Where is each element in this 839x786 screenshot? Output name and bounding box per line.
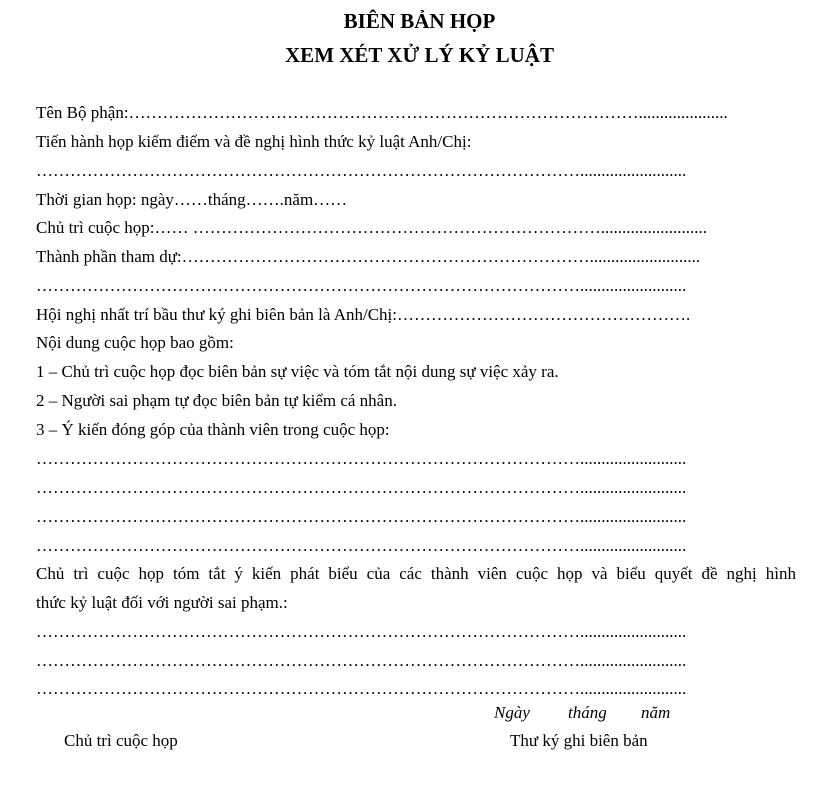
document-title: BIÊN BẢN HỌP xyxy=(343,9,496,33)
agenda-item-1: 1 – Chủ trì cuộc họp đọc biên bản sự việc và tóm tắt nội dung sự việc xảy ra. xyxy=(36,362,559,381)
dotted-line: ……………………………………………………………………………………......................... xyxy=(36,507,687,526)
department-line: Tên Bộ phận:………………………………………………………………………………..................... xyxy=(36,103,728,122)
agenda-item-3: 3 – Ý kiến đóng góp của thành viên trong cuộc họp: xyxy=(36,420,390,439)
date-month-label: tháng xyxy=(568,703,607,722)
summary-line-continued: thức kỷ luật đối với người sai phạm.: xyxy=(36,593,288,612)
meeting-time-line: Thời gian họp: ngày……tháng…….năm…… xyxy=(36,190,348,209)
date-day-label: Ngày xyxy=(494,703,530,722)
agenda-item-2: 2 – Người sai phạm tự đọc biên bản tự kiểm cá nhân. xyxy=(36,391,397,410)
summary-line: Chủ trì cuộc họp tóm tắt ý kiến phát biểu của các thành viên cuộc họp và biểu quyết đề nghị hình xyxy=(36,564,796,583)
attendees-line: Thành phần tham dự:……………………………………………………………….......................... xyxy=(36,247,701,266)
dotted-line: ……………………………………………………………………………………......................... xyxy=(36,161,687,180)
dotted-line: ……………………………………………………………………………………......................... xyxy=(36,679,687,698)
dotted-line: ……………………………………………………………………………………......................... xyxy=(36,478,687,497)
dotted-line: ……………………………………………………………………………………......................... xyxy=(36,622,687,641)
document-subtitle: XEM XÉT XỬ LÝ KỶ LUẬT xyxy=(285,43,554,67)
agenda-heading: Nội dung cuộc họp bao gồm: xyxy=(36,333,234,352)
dotted-line: ……………………………………………………………………………………......................... xyxy=(36,276,687,295)
date-year-label: năm xyxy=(641,703,671,722)
chairperson-line: Chủ trì cuộc họp:…… ………………………………………………………………......................... xyxy=(36,218,708,237)
dotted-line: ……………………………………………………………………………………......................... xyxy=(36,536,687,555)
secretary-signature-label: Thư ký ghi biên bản xyxy=(510,731,648,750)
disciplinary-line: Tiến hành họp kiểm điểm và đề nghị hình thức kỷ luật Anh/Chị: xyxy=(36,132,472,151)
dotted-line: ……………………………………………………………………………………......................... xyxy=(36,651,687,670)
chair-signature-label: Chủ trì cuộc họp xyxy=(64,731,178,750)
secretary-elect-line: Hội nghị nhất trí bầu thư ký ghi biên bản là Anh/Chị:……………………………………………. xyxy=(36,305,691,324)
dotted-line: ……………………………………………………………………………………......................... xyxy=(36,449,687,468)
